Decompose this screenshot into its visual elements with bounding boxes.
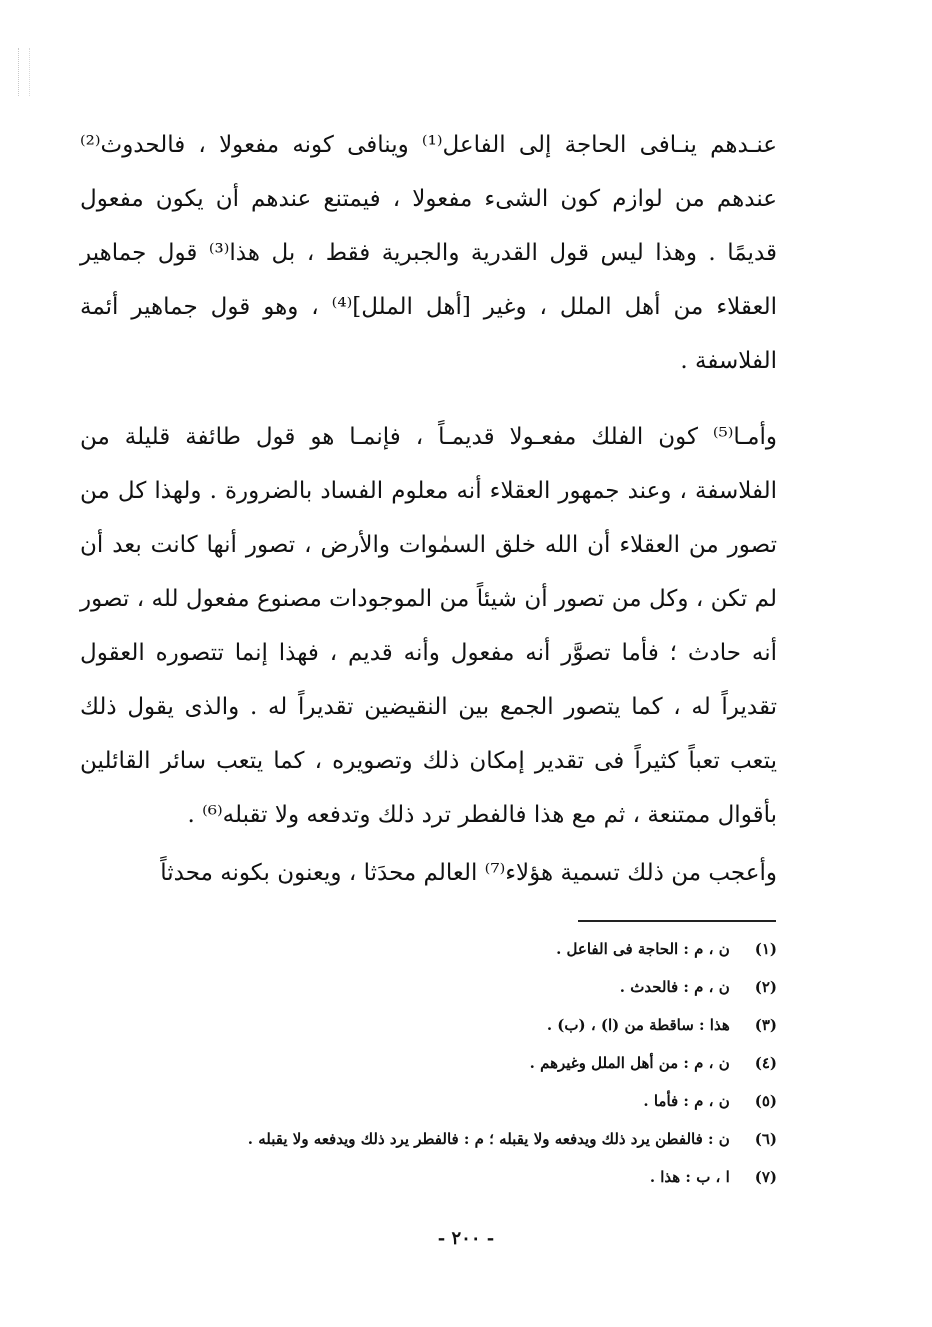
footnote-number: (٣) <box>754 1016 777 1034</box>
footnote <box>150 1006 777 1044</box>
footnote-text: ن : فالفطن يرد ذلك ويدفعه ولا يقبله ؛ م : فالفطر يرد ذلك ويدفعه ولا يقبله . <box>247 1130 730 1148</box>
paragraph: وأمـا⁽⁵⁾ كون الفلك مفعـولا قديمـاً ، فإنمـا هو قول طائفة قليلة من الفلاسفة ، وعند جمهور العقلاء أنه معلوم الفساد بالضرورة . ولهذا كل من تصور من العقلاء أن الله خلق السمٰوات والأرض ، تصور أنها كانت بعد أن لم تكن ، وكل من تصور أن شيئاً من الموجودات مصنوع مفعول لله ، تصور أنه حادث ؛ فأما تصوَّر أنه مفعول وأنه قديم ، فهذا إنما تتصوره العقول تقديراً له ، كما يتصور الجمع بين النقيضين تقديراً له . والذى يقول ذلك يتعب تعباً كثيراً فى تقدير إمكان ذلك وتصويره ، كما يتعب سائر القائلين بأقوال ممتنعة ، ثم مع هذا فالفطر ترد ذلك وتدفعه ولا تقبله⁽⁶⁾ . <box>80 424 777 828</box>
footnote-number: (٦) <box>754 1130 777 1148</box>
footnote-text: ن ، م : فالحدث . <box>619 978 730 996</box>
scan-edge-mark <box>18 48 30 96</box>
footnote <box>150 1158 777 1196</box>
footnote-text: ا ، ب : هذا . <box>649 1168 730 1186</box>
footnote-number: (٥) <box>754 1092 777 1110</box>
footnote <box>150 968 777 1006</box>
footnote-text: ن ، م : الحاجة فى الفاعل . <box>556 940 730 958</box>
footnote <box>150 930 777 968</box>
paragraph: عنـدهم ينـافى الحاجة إلى الفاعل⁽¹⁾ وينافى كونه مفعولا ، فالحدوث⁽²⁾ عندهم من لوازم كون الشىء مفعولا ، فيمتنع عندهم أن يكون مفعول قديمًا . وهذا ليس قول القدرية والجبرية فقط ، بل هذا⁽³⁾ قول جماهير العقلاء من أهل الملل ، وغير [أهل الملل]⁽⁴⁾ ، وهو قول جماهير أئمة الفلاسفة . <box>80 132 778 374</box>
paragraph: وأعجب من ذلك تسمية هؤلاء⁽⁷⁾ العالم محدَثا ، ويعنون بكونه محدثاً <box>160 860 777 886</box>
footnote-number: (٤) <box>754 1054 777 1072</box>
footnote-number: (٧) <box>754 1168 777 1186</box>
main-text <box>80 118 777 900</box>
footnote <box>150 1082 777 1120</box>
footnote-text: ن ، م : فأما . <box>643 1092 730 1110</box>
footnote-text: هذا : ساقطة من (ا) ، (ب) . <box>546 1016 730 1034</box>
page-number: - ٢٠٠ - <box>437 1228 495 1249</box>
footnote-number: (٢) <box>754 978 777 996</box>
footnote-number: (١) <box>754 940 777 958</box>
footnote-text: ن ، م : من أهل الملل وغيرهم . <box>529 1054 730 1072</box>
footnotes-list <box>150 930 777 1196</box>
footnote <box>150 1044 777 1082</box>
footnote <box>150 1120 777 1158</box>
footnote-separator <box>578 920 776 922</box>
